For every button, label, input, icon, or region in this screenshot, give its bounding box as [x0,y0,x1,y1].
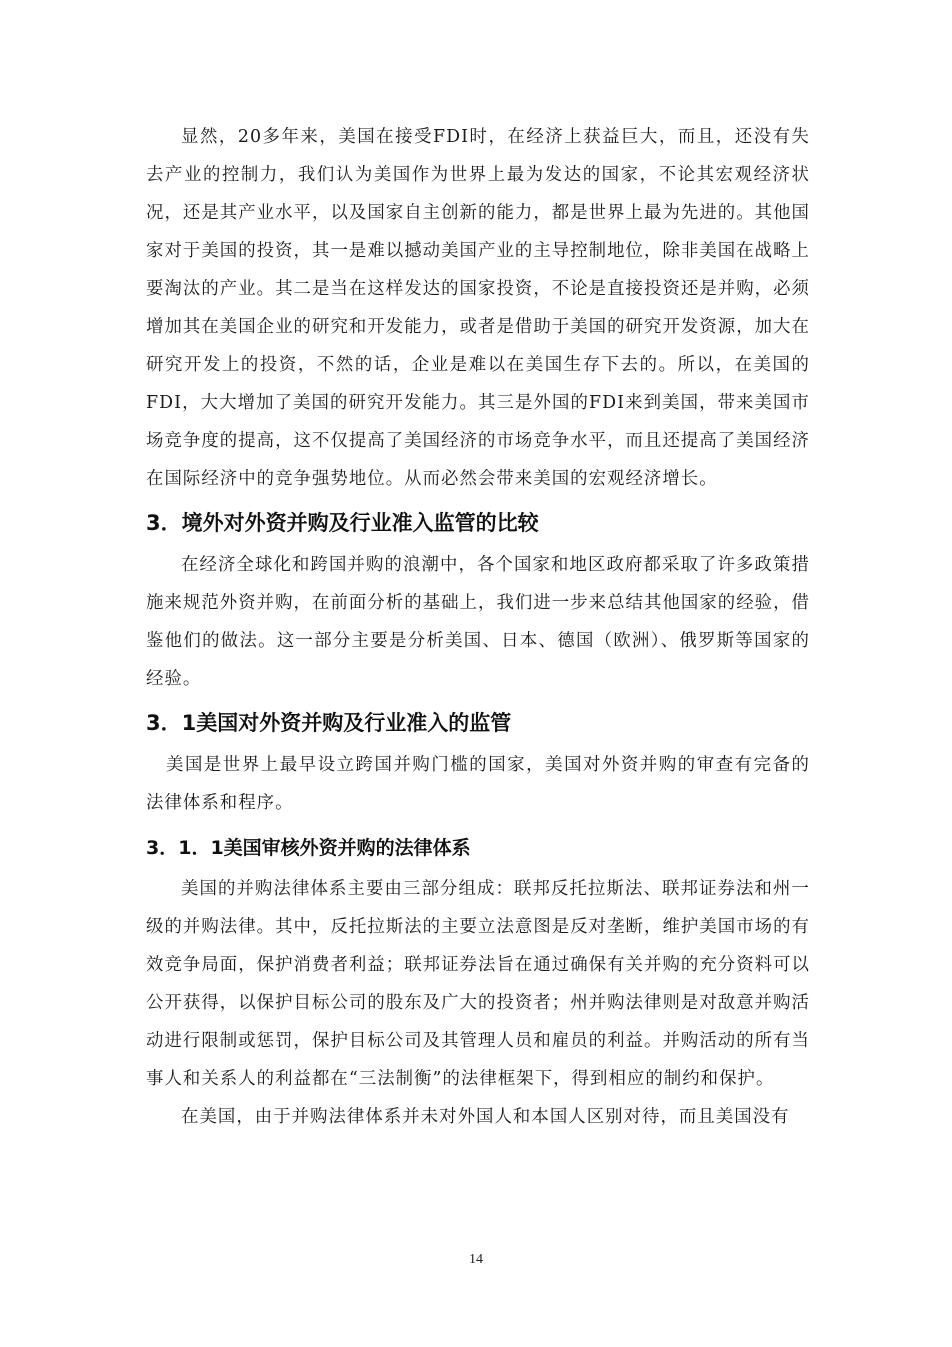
section-heading-3: 3．境外对外资并购及行业准入监管的比较 [146,511,539,535]
section-heading-3-1-1: 3．1．1美国审核外资并购的法律体系 [146,837,471,859]
page-number: 14 [469,1252,483,1267]
paragraph-us-threshold: 美国是世界上最早设立跨国并购门槛的国家，美国对外资并购的审查有完备的法律体系和程序。 [146,755,810,813]
paragraph-us-legal-system: 美国的并购法律体系主要由三部分组成：联邦反托拉斯法、联邦证券法和州一级的并购法律。其中，反托拉斯法的主要立法意图是反对垄断，维护美国市场的有效竞争局面，保护消费者利益；联邦证券法旨在通过确保有关并购的充分资料可以公开获得，以保护目标公司的股东及广大的投资者；州并购法律则是对敌意并购活动进行限制或惩罚，保护目标公司及其管理人员和雇员的利益。并购活动的所有当事人和关系人的利益都在“三法制衡”的法律框架下，得到相应的制约和保护。 [146,879,810,1089]
section-heading-3-1: 3．1美国对外资并购及行业准入的监管 [146,711,512,735]
paragraph-fdi-benefits: 显然，20多年来，美国在接受FDI时，在经济上获益巨大，而且，还没有失去产业的控制力，我们认为美国作为世界上最为发达的国家，不论其宏观经济状况，还是其产业水平，以及国家自主创新的能力，都是世界上最为先进的。其他国家对于美国的投资，其一是难以撼动美国产业的主导控制地位，除非美国在战略上要淘汰的产业。其二是当在这样发达的国家投资，不论是直接投资还是并购，必须增加其在美国企业的研究和开发能力，或者是借助于美国的研究开发资源，加大在研究开发上的投资，不然的话，企业是难以在美国生存下去的。所以，在美国的FDI，大大增加了美国的研究开发能力。其三是外国的FDI来到美国，带来美国市场竞争度的提高，这不仅提高了美国经济的市场竞争水平，而且还提高了美国经济在国际经济中的竞争强势地位。从而必然会带来美国的宏观经济增长。 [146,127,810,489]
paragraph-us-equal-treatment: 在美国，由于并购法律体系并未对外国人和本国人区别对待，而且美国没有 [181,1107,790,1127]
document-body [146,118,810,1136]
paragraph-section3-intro: 在经济全球化和跨国并购的浪潮中，各个国家和地区政府都采取了许多政策措施来规范外资并购，在前面分析的基础上，我们进一步来总结其他国家的经验，借鉴他们的做法。这一部分主要是分析美国、日本、德国（欧洲）、俄罗斯等国家的经验。 [146,555,810,689]
